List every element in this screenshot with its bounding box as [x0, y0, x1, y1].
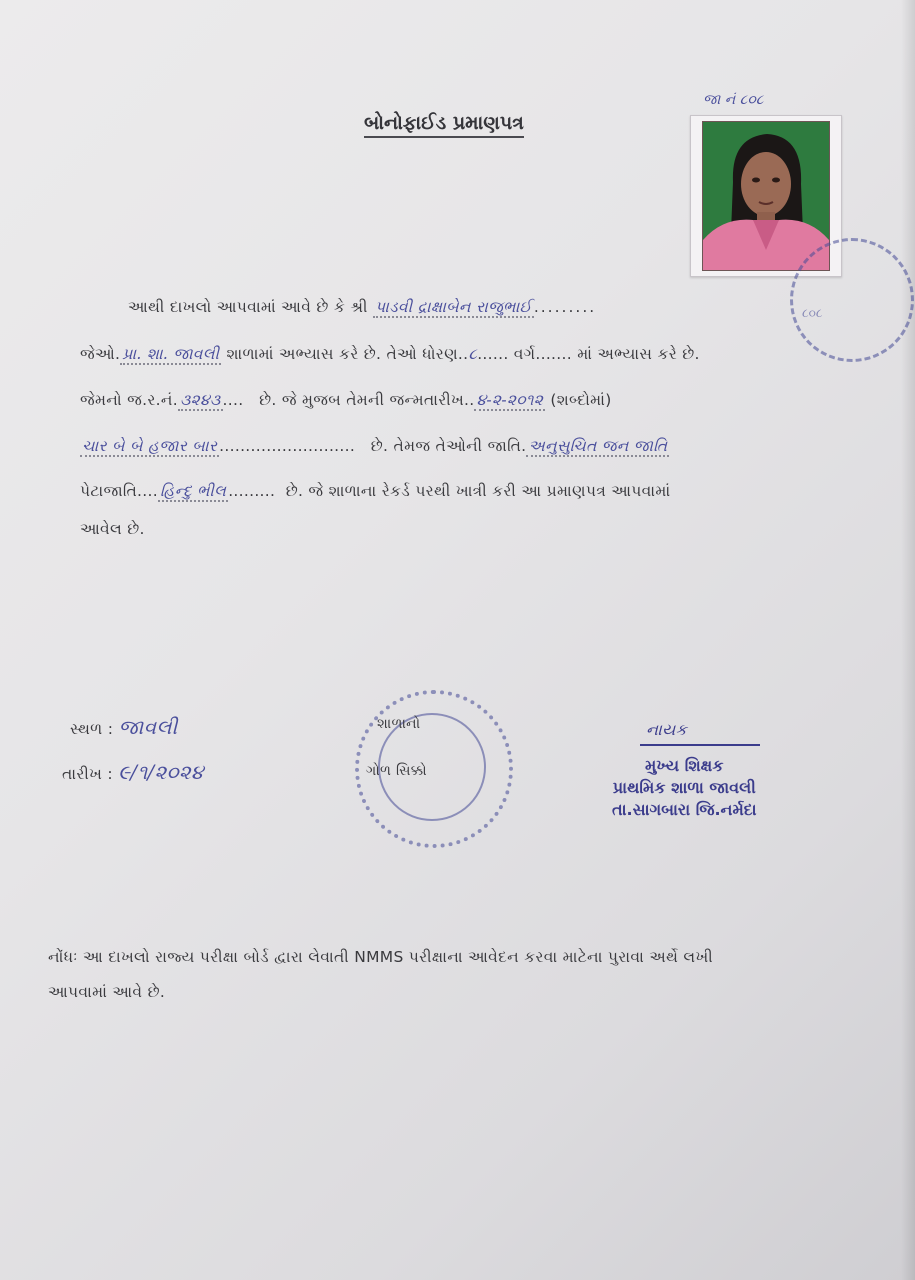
line-4-mid: છે. તેમજ તેઓની જાતિ: [370, 437, 522, 455]
photo-stamp-text: ૮૦૮: [802, 306, 823, 320]
line-4: ચાર બે બે હજાર બાર .......................... છે. તેમજ તેઓની જાતિ. અનુસુચિત જન જાતિ: [82, 437, 668, 455]
student-name: પાડવી દ્રાક્ષાબેન રાજુભાઈ: [374, 298, 532, 316]
student-portrait-illustration: [703, 122, 829, 270]
line-6: આવેલ છે.: [80, 520, 145, 538]
school-stamp-photo: [790, 238, 914, 362]
school-short-name: પ્રા. શા. જાવલી: [122, 345, 220, 363]
date-value: ૯/૧/૨૦૨૪: [118, 760, 204, 784]
headmaster-school: પ્રાથમિક શાળા જાવલી: [612, 778, 756, 797]
line-3-prefix: જેમનો જ.ર.નં.: [80, 391, 178, 409]
headmaster-title: મુખ્ય શિક્ષક: [645, 756, 724, 775]
line-5-prefix: પેટાજાતિ: [80, 482, 138, 500]
certificate-title: બોનોફાઈડ પ્રમાણપત્ર: [364, 112, 524, 138]
line-3: જેમનો જ.ર.નં. ૩૨૪૩ .... છે. જે મુજબ તેમની જન્મતારીખ.. ૪-૨-૨૦૧૨ (શબ્દોમાં): [80, 391, 612, 409]
date-row: [62, 760, 204, 784]
student-photo-image: [702, 121, 830, 271]
headmaster-stamp: [612, 756, 757, 820]
place-value: જાવલી: [118, 715, 178, 739]
line-2-suffix: માં અભ્યાસ કરે છે.: [577, 345, 700, 363]
line-1-text: આથી દાખલો આપવામાં આવે છે કે શ્રી: [128, 298, 368, 316]
line-2: જેઓ. પ્રા. શા. જાવલી શાળામાં અભ્યાસ કરે છે. તેઓ ધોરણ..૮...... વર્ગ....... માં અભ્યાસ કરે છે.: [80, 345, 700, 363]
seal-label-1: શાળાનો: [377, 716, 421, 732]
date-label: તારીખ :: [62, 765, 113, 783]
line-2-prefix: જેઓ: [80, 345, 115, 363]
line-5: પેટાજાતિ.... હિન્દુ ભીલ ......... છે. જે શાળાના રેકર્ડ પરથી ખાત્રી કરી આ પ્રમાણપત્ર આપવામાં: [80, 482, 671, 500]
line-1: આથી દાખલો આપવામાં આવે છે કે શ્રી પાડવી દ્રાક્ષાબેન રાજુભાઈ .........: [128, 298, 597, 316]
signature: નાયક: [646, 720, 688, 739]
headmaster-taluka: તા.સાગબારા જિ.નર્મદા: [612, 800, 757, 819]
gr-number: ૩૨૪૩: [179, 391, 221, 409]
class-label: વર્ગ: [513, 345, 536, 363]
line-2-mid: શાળામાં અભ્યાસ કરે છે. તેઓ ધોરણ: [226, 345, 458, 363]
signature-underline: [640, 744, 760, 746]
standard-value: ૮: [468, 345, 478, 363]
sub-caste-value: હિન્દુ ભીલ: [159, 482, 227, 500]
note-line-2: આપવામાં આવે છે.: [48, 983, 166, 1001]
reference-number: જા નં ૮૦૮: [703, 92, 764, 108]
seal-label-2: ગોળ સિક્કો: [366, 763, 427, 779]
page-edge-shadow: [901, 0, 915, 1280]
place-label: સ્થળ :: [70, 720, 114, 738]
caste-value: અનુસુચિત જન જાતિ: [528, 437, 668, 455]
line-3-mid: છે. જે મુજબ તેમની જન્મતારીખ: [259, 391, 464, 409]
line-5-suffix: છે. જે શાળાના રેકર્ડ પરથી ખાત્રી કરી આ પ્રમાણપત્ર આપવામાં: [285, 482, 671, 500]
line-3-suffix: (શબ્દોમાં): [550, 391, 612, 409]
note-line-1: નોંધઃ આ દાખલો રાજ્ય પરીક્ષા બોર્ડ દ્વારા લેવાતી NMMS પરીક્ષાના આવેદન કરવા માટેના પુરાવા અર્થે લખી: [48, 948, 713, 966]
birth-date-words: ચાર બે બે હજાર બાર: [82, 437, 218, 455]
place-row: [70, 715, 177, 739]
birth-date: ૪-૨-૨૦૧૨: [476, 391, 544, 409]
